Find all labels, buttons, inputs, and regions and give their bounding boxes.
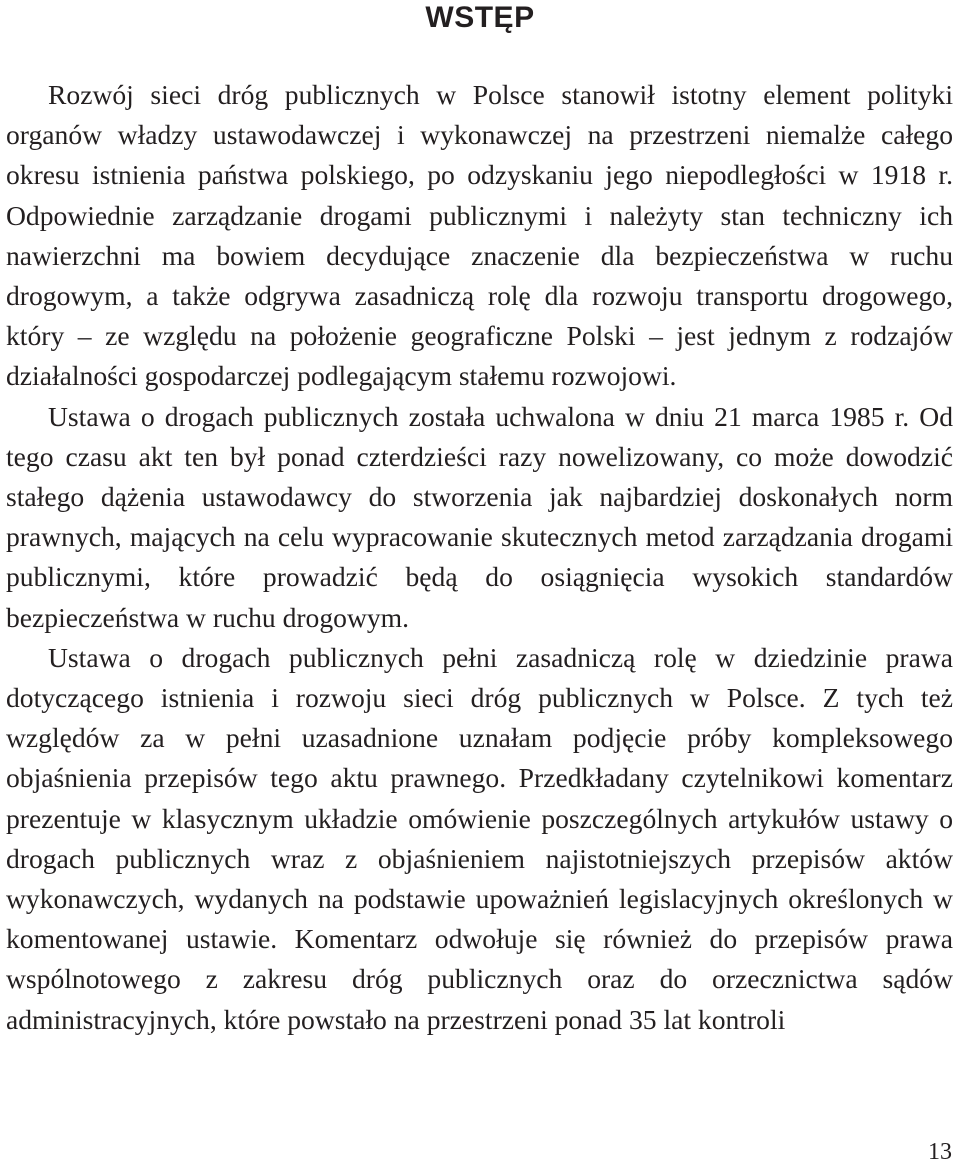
body-text xyxy=(6,75,953,1040)
paragraph-1: Rozwój sieci dróg publicznych w Polsce stanowił istotny element polityki organów władzy ustawodawczej i wykonawczej na przestrzeni niemalże całego okresu istnienia państwa polskiego, po odzyskaniu jego niepodległości w 1918 r. Odpowiednie zarządzanie drogami publicznymi i należyty stan techniczny ich nawierzchni ma bowiem decydujące znaczenie dla bezpieczeństwa w ruchu drogowym, a także odgrywa zasadniczą rolę dla rozwoju transportu drogowego, który – ze względu na położenie geograficzne Polski – jest jednym z rodzajów działalności gospodarczej podlegającym stałemu rozwojowi. xyxy=(6,79,953,392)
paragraph-2: Ustawa o drogach publicznych została uchwalona w dniu 21 marca 1985 r. Od tego czasu akt ten był ponad czterdzieści razy nowelizowany, co może dowodzić stałego dążenia ustawodawcy do stworzenia jak najbardziej doskonałych norm prawnych, mających na celu wypracowanie skutecznych metod zarządzania drogami publicznymi, które prowadzić będą do osiągnięcia wysokich standardów bezpieczeństwa w ruchu drogowym. xyxy=(6,400,953,633)
page-number: 13 xyxy=(928,1139,952,1165)
paragraph-3: Ustawa o drogach publicznych pełni zasadniczą rolę w dziedzinie prawa dotyczącego istnienia i rozwoju sieci dróg publicznych w Polsce. Z tych też względów za w pełni uzasadnione uznałam podjęcie próby kompleksowego objaśnienia przepisów tego aktu prawnego. Przedkładany czytelnikowi komentarz prezentuje w klasycznym układzie omówienie poszczególnych artykułów ustawy o drogach publicznych wraz z objaśnieniem najistotniejszych przepisów aktów wykonawczych, wydanych na podstawie upoważnień legislacyjnych określonych w komentowanej ustawie. Komentarz odwołuje się również do przepisów prawa wspólnotowego z zakresu dróg publicznych oraz do orzecznictwa sądów administracyjnych, które powstało na przestrzeni ponad 35 lat kontroli xyxy=(6,641,953,1035)
page-title: WSTĘP xyxy=(425,1,535,34)
